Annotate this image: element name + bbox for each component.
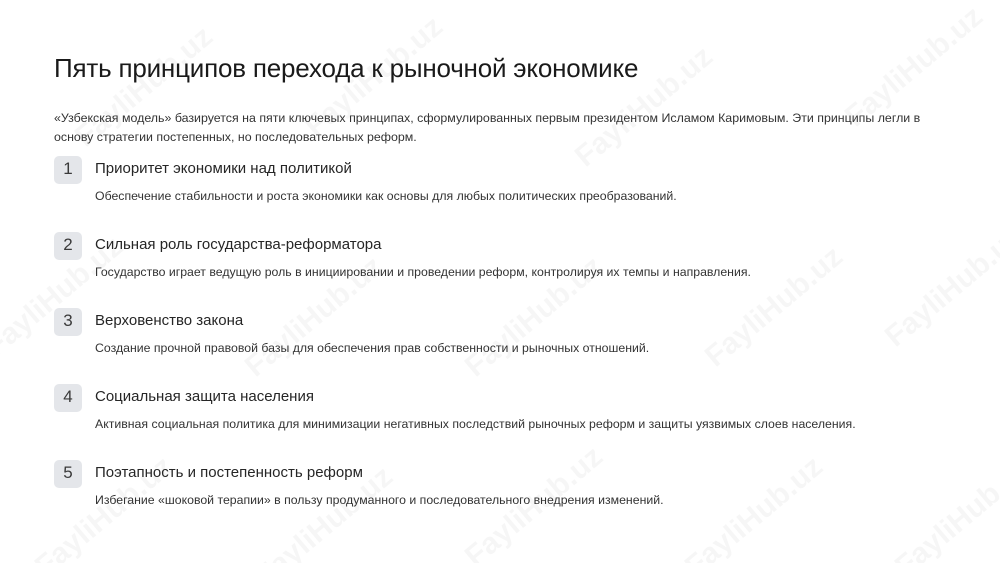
principle-item: [54, 311, 954, 387]
slide-content: [54, 52, 954, 539]
principle-description: Государство играет ведущую роль в инициировании и проведении реформ, контролируя их темпы и направления.: [95, 265, 751, 279]
principle-description: Создание прочной правовой базы для обеспечения прав собственности и рыночных отношений.: [95, 341, 650, 355]
intro-paragraph: «Узбекская модель» базируется на пяти ключевых принципах, сформулированных первым президентом Исламом Каримовым. Эти принципы легли в основу стратегии постепенных, но последовательных реформ.: [54, 111, 921, 144]
principle-item: [54, 235, 954, 311]
principle-number-badge: 3: [54, 308, 82, 336]
principle-title: Поэтапность и постепенность реформ: [95, 464, 363, 481]
page-title: Пять принципов перехода к рыночной экономике: [54, 53, 639, 83]
principle-number-badge: 1: [54, 156, 82, 184]
principle-body: [95, 463, 664, 508]
principle-title: Социальная защита населения: [95, 388, 314, 405]
principle-title: Верховенство закона: [95, 312, 244, 329]
principle-title: Сильная роль государства-реформатора: [95, 236, 382, 253]
principle-title: Приоритет экономики над политикой: [95, 160, 352, 177]
principle-description: Избегание «шоковой терапии» в пользу продуманного и последовательного внедрения изменений.: [95, 493, 664, 507]
principle-number-badge: 2: [54, 232, 82, 260]
principle-body: [95, 235, 751, 280]
principle-number-badge: 5: [54, 460, 82, 488]
principles-list: [54, 159, 954, 539]
principle-body: [95, 387, 856, 432]
principle-item: [54, 387, 954, 463]
principle-body: [95, 159, 677, 204]
principle-body: [95, 311, 649, 356]
principle-number-badge: 4: [54, 384, 82, 412]
principle-item: [54, 463, 954, 539]
principle-description: Обеспечение стабильности и роста экономики как основы для любых политических преобразований.: [95, 189, 677, 203]
principle-item: [54, 159, 954, 235]
principle-description: Активная социальная политика для минимизации негативных последствий рыночных реформ и защиты уязвимых слоев населения.: [95, 417, 856, 431]
